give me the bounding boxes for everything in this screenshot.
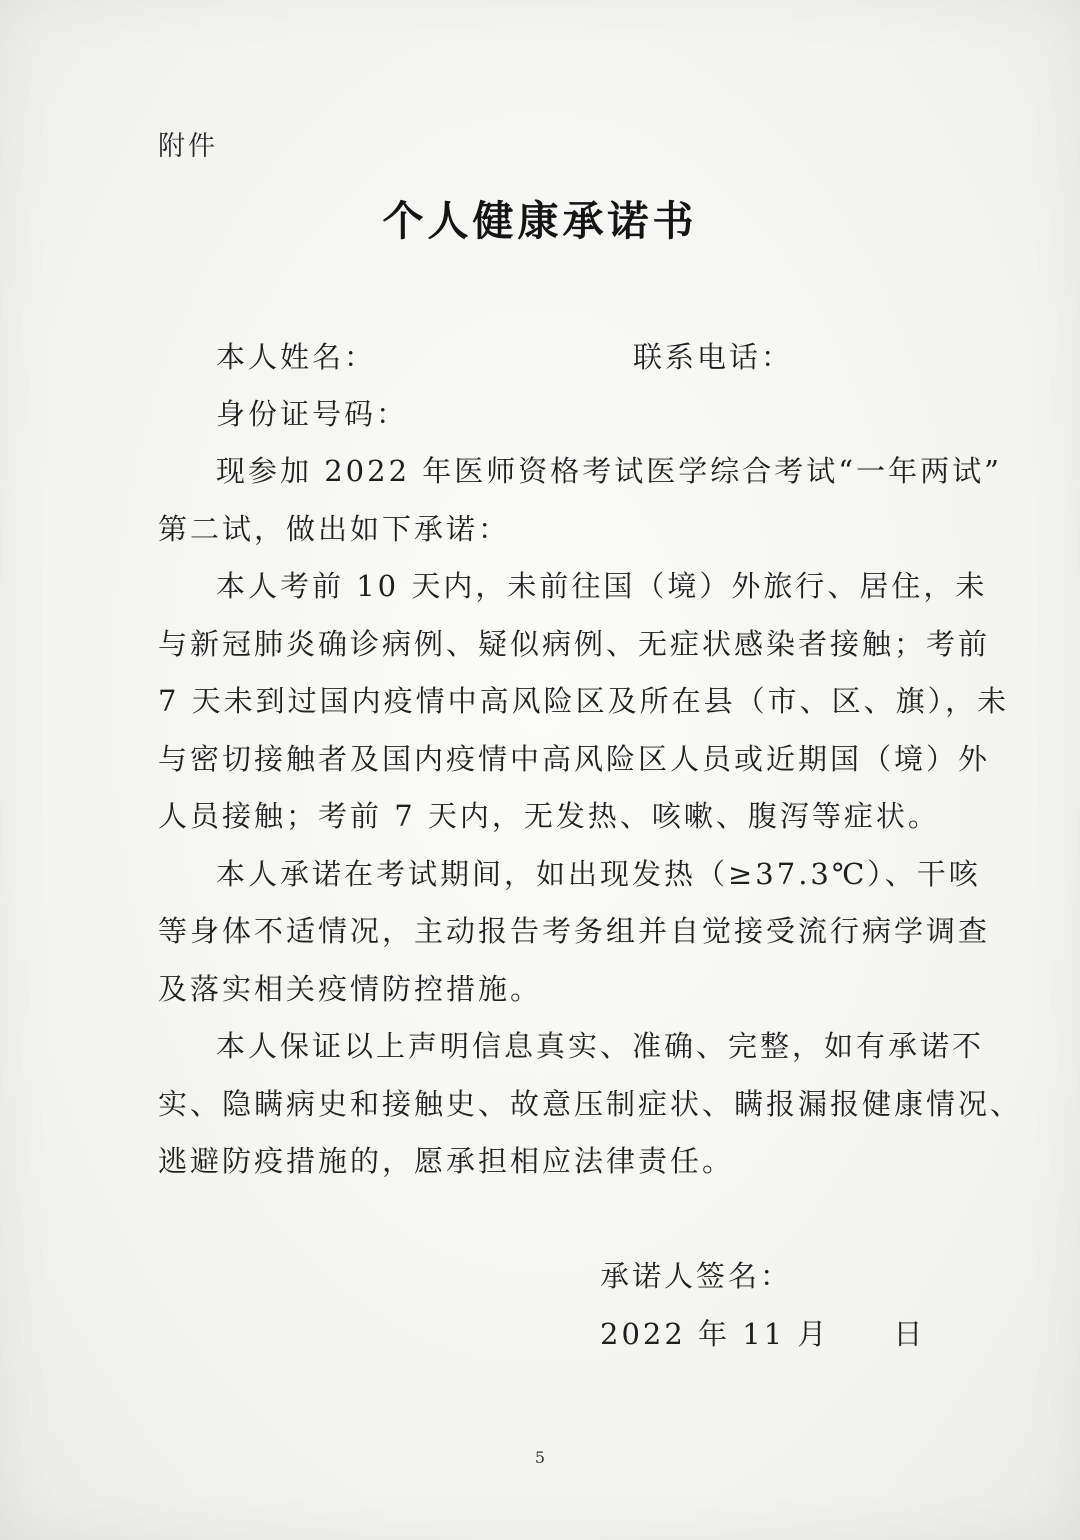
id-field-label: 身份证号码： bbox=[216, 397, 409, 431]
paragraph2-line: 及落实相关疫情防控措施。 bbox=[158, 972, 543, 1006]
paragraph1-line: 本人考前 10 天内，未前往国（境）外旅行、居住，未 bbox=[216, 569, 988, 603]
paragraph3-line: 逃避防疫措施的，愿承担相应法律责任。 bbox=[158, 1144, 735, 1178]
date-line: 2022 年 11 月 日 bbox=[600, 1317, 926, 1351]
intro-line: 现参加 2022 年医师资格考试医学综合考试“一年两试” bbox=[216, 454, 1002, 488]
attachment-label: 附件 bbox=[158, 131, 218, 162]
paragraph1-line: 人员接触；考前 7 天内，无发热、咳嗽、腹泻等症状。 bbox=[158, 799, 940, 833]
paragraph3-line: 本人保证以上声明信息真实、准确、完整，如有承诺不 bbox=[216, 1029, 985, 1063]
paragraph1-line: 与新冠肺炎确诊病例、疑似病例、无症状感染者接触；考前 bbox=[158, 627, 991, 661]
paragraph2-line: 等身体不适情况，主动报告考务组并自觉接受流行病学调查 bbox=[158, 914, 991, 948]
document-title: 个人健康承诺书 bbox=[382, 197, 698, 245]
signature-label: 承诺人签名： bbox=[600, 1259, 793, 1293]
name-field-label: 本人姓名： bbox=[216, 340, 377, 374]
paragraph1-line: 7 天未到过国内疫情中高风险区及所在县（市、区、旗），未 bbox=[158, 684, 1010, 718]
phone-field-label: 联系电话： bbox=[633, 340, 794, 374]
paragraph1-line: 与密切接触者及国内疫情中高风险区人员或近期国（境）外 bbox=[158, 742, 991, 776]
paragraph3-line: 实、隐瞒病史和接触史、故意压制症状、瞒报漏报健康情况、 bbox=[158, 1087, 1023, 1121]
intro-line: 第二试，做出如下承诺： bbox=[158, 512, 511, 546]
paragraph2-line: 本人承诺在考试期间，如出现发热（≥37.3℃）、干咳 bbox=[216, 857, 981, 891]
page-number: 5 bbox=[534, 1448, 546, 1467]
